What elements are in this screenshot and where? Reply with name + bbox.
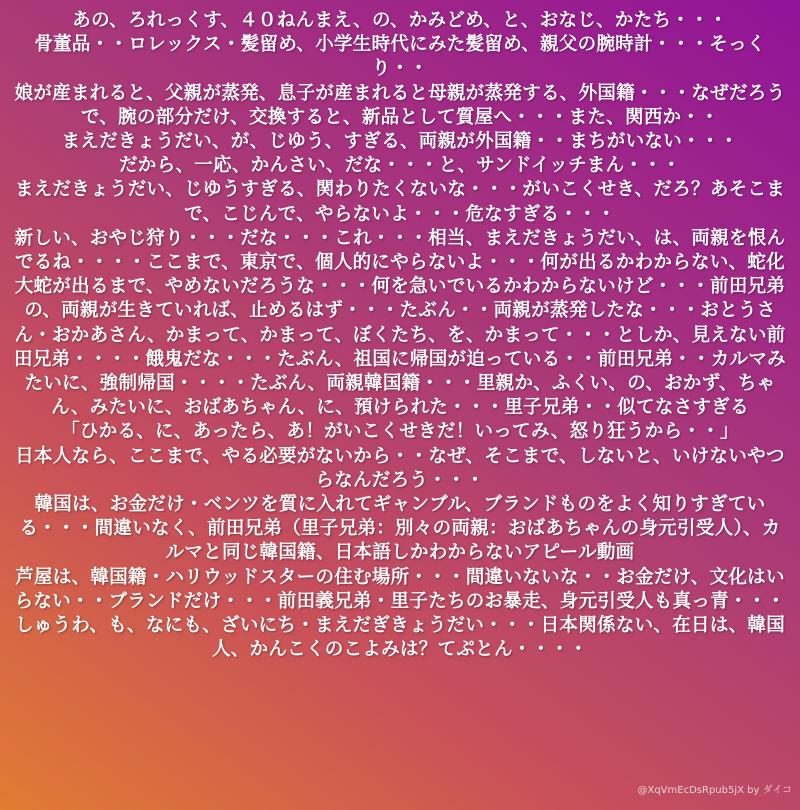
text-line-2: 骨董品・・ロレックス・髪留め、小学生時代にみた髪留め、親父の腕時計・・・そっくり・・	[34, 34, 766, 80]
text-line-4: で、腕の部分だけ、交換すると、新品として質屋へ・・・また、関西か・・	[80, 106, 720, 128]
text-line-5: まえだきょうだい、が、じゆう、すぎる、両親が外国籍・・まちがいない・・・	[61, 131, 739, 153]
text-line-10: 日本人なら、ここまで、やる必要がないから・・なぜ、そこまで、しないと、いけないやつらなんだろう・・・	[15, 445, 785, 491]
text-block	[14, 9, 786, 662]
text-line-6: だから、一応、かんさい、だな・・・と、サンドイッチまん・・・	[119, 155, 681, 177]
text-line-8: 新しい、おやじ狩り・・・だな・・・これ・・・相当、まえだきょうだい、は、両親を恨んでるね・・・・ここまで、東京で、個人的にやらないよ・・・何が出るかわからない、蛇化大蛇が出るまで、やめないだろうな・・・何を急いでいるかわからないけど・・・前田兄弟の、両親が生きていれば、止めるはず・・・たぶん・・両親が蒸発したな・・・おとうさん・おかあさん、かまって、かまって、ぼくたち、を、かまって・・・としか、見えない前田兄弟・・・・餓鬼だな・・・たぶん、祖国に帰国が迫っている・・前田兄弟・・カルマみたいに、強制帰国・・・・たぶん、両親韓国籍・・・里親か、ふくい、の、おかず、ちゃん、みたいに、おばあちゃん、に、預けられた・・・里子兄弟・・似てなさすぎる	[14, 227, 786, 419]
watermark: @XqVmEcDsRpub5jX by ダイコ	[637, 785, 792, 796]
text-line-12: 芦屋は、韓国籍・ハリウッドスターの住む場所・・・間違いないな・・お金だけ、文化はいらない・・ブランドだけ・・・前田義兄弟・里子たちのお暴走、身元引受人も真っ青・・・	[14, 566, 786, 612]
text-line-7: まえだきょうだい、じゆうすぎる、関わりたくないな・・・がいこくせき、だろ？あそこまで、こじんで、やらないよ・・・危なすぎる・・・	[14, 179, 786, 225]
text-line-11: 韓国は、お金だけ・ベンツを質に入れてギャンブル、ブランドものをよく知りすぎている・・・間違いなく、前田兄弟（里子兄弟：別々の両親：おばあちゃんの身元引受人）、カルマと同じ韓国籍、日本語しかわからないアピール動画	[19, 494, 781, 564]
text-line-3: 娘が産まれると、父親が蒸発、息子が産まれると母親が蒸発する、外国籍・・・なぜだろう	[14, 82, 786, 104]
text-line-9: 「ひかる、に、あったら、あ！がいこくせきだ！いってみ、怒り狂うから・・」	[61, 421, 739, 443]
text-line-13: しゅうわ、も、なにも、ざいにち・まえだぎきょうだい・・・日本関係ない、在日は、韓国人、かんこくのこよみは？てぷとん・・・・	[14, 615, 786, 661]
text-line-1: あの、ろれっくす、４０ねんまえ、の、かみどめ、と、おなじ、かたち・・・	[72, 10, 728, 31]
